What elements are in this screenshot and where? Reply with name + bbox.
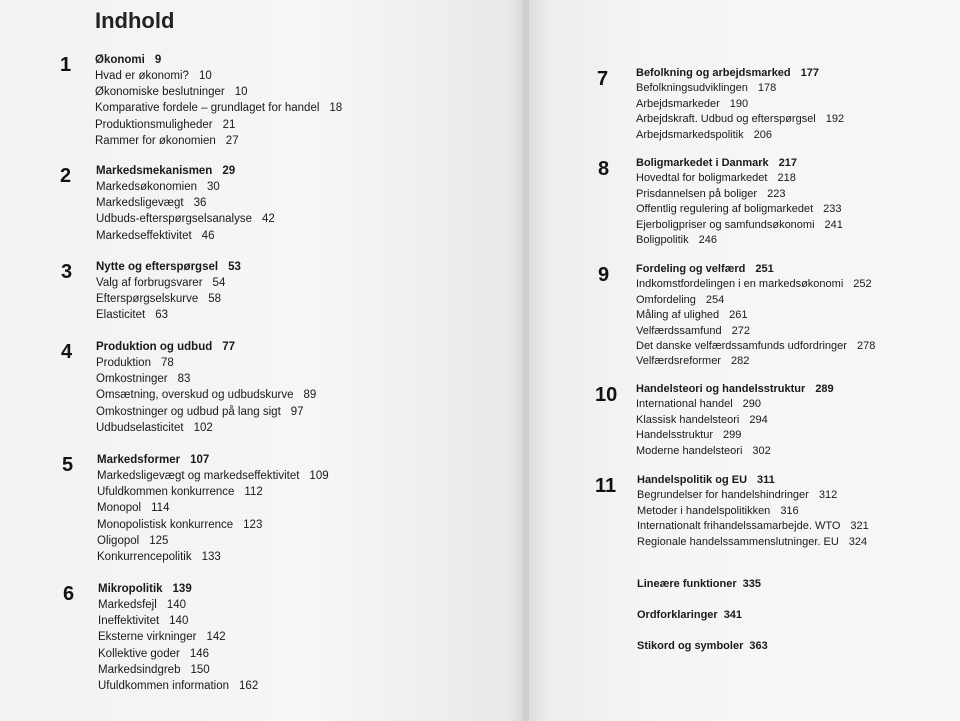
chapter-entries — [96, 339, 316, 436]
entry-page-number: 42 — [261, 213, 275, 226]
entry-title: Ufuldkommen information — [98, 680, 230, 693]
toc-entry[interactable] — [97, 484, 329, 500]
entry-page-number: 312 — [818, 489, 838, 502]
toc-entry[interactable] — [97, 533, 329, 549]
entry-title: Indkomstfordelingen i en markedsøkonomi — [636, 278, 844, 291]
entry-page-number: 206 — [753, 128, 772, 141]
chapter-page-number: 77 — [222, 341, 236, 353]
toc-entry[interactable] — [636, 233, 843, 248]
chapter-number: 10 — [595, 384, 618, 406]
entry-page-number: 21 — [222, 118, 236, 131]
chapter-heading[interactable] — [636, 156, 843, 171]
toc-entry[interactable] — [98, 629, 258, 645]
toc-entry[interactable] — [96, 307, 241, 323]
entry-title: Produktion — [96, 357, 151, 369]
entry-title: Udbuds-efterspørgselsanalyse — [96, 213, 252, 226]
entry-page-number: 254 — [705, 293, 725, 306]
entry-page-number: 63 — [155, 309, 169, 322]
toc-entry[interactable] — [96, 211, 275, 227]
chapter-heading[interactable] — [637, 473, 869, 488]
chapter-title: Markedsformer — [97, 454, 181, 466]
entry-title: Valg af forbrugsvarer — [96, 277, 203, 289]
entry-title: Regionale handelssammenslutninger. EU — [637, 535, 839, 548]
toc-entry[interactable] — [96, 179, 275, 195]
toc-entry[interactable] — [636, 128, 844, 143]
entry-title: Omkostninger og udbud på lang sigt — [96, 405, 281, 418]
entry-title: Prisdannelsen på boliger — [636, 187, 758, 200]
toc-entry[interactable] — [636, 218, 843, 233]
entry-title: Efterspørgselskurve — [96, 293, 199, 306]
entry-page-number: 150 — [190, 663, 210, 676]
entry-title: Ejerboligpriser og samfundsøkonomi — [636, 218, 815, 231]
chapter-heading[interactable] — [98, 581, 258, 597]
entry-title: Rammer for økonomien — [95, 134, 216, 147]
chapter-number: 6 — [63, 583, 75, 605]
toc-entry[interactable] — [98, 597, 258, 613]
entry-title: Markedseffektivitet — [96, 229, 192, 242]
entry-page-number: 46 — [201, 229, 215, 242]
entry-title: Handelsstruktur — [636, 429, 714, 442]
chapter-title: Handelspolitik og EU — [637, 474, 748, 486]
entry-title: Kollektive goder — [98, 647, 180, 660]
entry-page-number: 146 — [189, 647, 210, 660]
entry-title: Velfærdsreformer — [636, 355, 721, 368]
entry-page-number: 140 — [166, 599, 186, 611]
appendix-page-number: 363 — [749, 640, 768, 652]
entry-title: Eksterne virkninger — [98, 631, 197, 644]
entry-page-number: 192 — [825, 113, 845, 126]
toc-entry[interactable] — [636, 97, 844, 112]
chapter-number: 9 — [598, 264, 610, 286]
entry-page-number: 114 — [151, 502, 170, 515]
entry-title: Udbudselasticitet — [96, 421, 184, 434]
toc-entry[interactable] — [97, 468, 329, 484]
toc-entry[interactable] — [636, 444, 834, 459]
entry-page-number: 278 — [856, 340, 876, 353]
entry-page-number: 246 — [698, 234, 717, 247]
entry-title: Markedsfejl — [98, 599, 157, 611]
entry-title: Klassisk handelsteori — [636, 413, 740, 426]
toc-entry[interactable] — [98, 678, 258, 694]
entry-title: Ufuldkommen konkurrence — [97, 486, 235, 499]
entry-title: Markedsindgreb — [98, 663, 181, 676]
entry-page-number: 218 — [777, 172, 796, 185]
entry-title: Det danske velfærdssamfunds udfordringer — [636, 340, 847, 353]
appendix-title: Lineære funktioner — [637, 578, 737, 590]
entry-title: Komparative fordele – grundlaget for handel — [95, 102, 320, 115]
toc-entry[interactable] — [636, 397, 834, 412]
toc-entry[interactable] — [95, 84, 342, 100]
entry-page-number: 223 — [767, 187, 786, 200]
toc-entry[interactable] — [98, 646, 258, 662]
chapter-number: 8 — [598, 158, 610, 180]
entry-page-number: 252 — [853, 278, 872, 291]
toc-entry[interactable] — [98, 662, 258, 678]
chapter-title: Nytte og efterspørgsel — [96, 261, 219, 273]
entry-page-number: 58 — [208, 293, 222, 306]
toc-entry[interactable] — [95, 133, 342, 149]
entry-page-number: 10 — [234, 86, 248, 99]
entry-page-number: 178 — [757, 82, 777, 95]
entry-title: Ineffektivitet — [98, 615, 160, 628]
entry-title: Oligopol — [97, 534, 140, 547]
chapter-number: 3 — [61, 261, 73, 283]
entry-title: Hvad er økonomi? — [95, 70, 189, 82]
entry-page-number: 261 — [729, 309, 748, 322]
entry-page-number: 54 — [212, 277, 226, 289]
entry-page-number: 241 — [824, 218, 843, 231]
entry-page-number: 30 — [206, 181, 220, 193]
chapter-number: 7 — [597, 68, 609, 90]
page-title: Indhold — [95, 8, 175, 33]
toc-entry[interactable] — [96, 291, 241, 307]
entry-title: Måling af ulighed — [636, 309, 720, 322]
chapter-page-number: 311 — [757, 474, 775, 486]
chapter-page-number: 139 — [172, 583, 192, 595]
toc-entry[interactable] — [96, 355, 316, 371]
chapter-page-number: 177 — [800, 67, 820, 79]
toc-entry[interactable] — [637, 488, 869, 503]
entry-title: International handel — [636, 398, 733, 411]
entry-title: Markedsøkonomien — [96, 181, 197, 193]
entry-page-number: 78 — [160, 357, 174, 369]
chapter-title: Markedsmekanismen — [96, 165, 213, 177]
entry-title: Monopol — [97, 502, 142, 515]
entry-title: Markedsligevægt og markedseffektivitet — [97, 470, 300, 482]
entry-title: Offentlig regulering af boligmarkedet — [636, 203, 814, 216]
chapter-entries — [96, 259, 241, 324]
chapter-page-number: 9 — [154, 54, 162, 66]
entry-page-number: 282 — [730, 355, 750, 368]
entry-title: Produktionsmuligheder — [95, 118, 213, 131]
appendix-entry[interactable] — [637, 609, 742, 621]
chapter-title: Befolkning og arbejdsmarked — [636, 67, 791, 79]
toc-entry[interactable] — [637, 519, 869, 534]
entry-page-number: 123 — [243, 518, 263, 531]
toc-entry[interactable] — [636, 293, 875, 308]
toc-entry[interactable] — [95, 68, 342, 84]
chapter-entries — [637, 473, 869, 550]
entry-page-number: 140 — [169, 615, 189, 628]
entry-title: Metoder i handelspolitikken — [637, 504, 771, 517]
entry-page-number: 133 — [201, 551, 221, 564]
entry-page-number: 324 — [848, 535, 868, 548]
entry-title: Markedsligevægt — [96, 197, 184, 210]
entry-title: Hovedtal for boligmarkedet — [636, 172, 768, 185]
appendix-page-number: 341 — [723, 609, 743, 621]
toc-entry[interactable] — [636, 202, 843, 217]
chapter-page-number: 251 — [755, 263, 774, 275]
entry-title: Begrundelser for handelshindringer — [637, 489, 809, 502]
entry-page-number: 89 — [303, 389, 317, 402]
chapter-heading[interactable] — [95, 52, 342, 68]
toc-entry[interactable] — [636, 428, 834, 443]
chapter-page-number: 53 — [228, 261, 241, 273]
entry-title: Monopolistisk konkurrence — [97, 518, 234, 531]
toc-entry[interactable] — [636, 354, 875, 369]
entry-page-number: 27 — [225, 134, 239, 147]
entry-title: Boligpolitik — [636, 234, 689, 247]
entry-page-number: 83 — [177, 373, 191, 386]
toc-entry[interactable] — [96, 371, 316, 387]
entry-title: Omsætning, overskud og udbudskurve — [96, 389, 294, 402]
chapter-entries — [95, 52, 342, 149]
toc-entry[interactable] — [636, 81, 844, 96]
chapter-heading[interactable] — [96, 259, 241, 275]
entry-page-number: 294 — [749, 413, 768, 426]
entry-page-number: 102 — [193, 421, 213, 434]
entry-page-number: 299 — [723, 429, 742, 442]
toc-entry[interactable] — [637, 504, 869, 519]
toc-entry[interactable] — [636, 112, 844, 127]
toc-entry[interactable] — [636, 187, 843, 202]
entry-page-number: 290 — [742, 398, 761, 411]
toc-entry[interactable] — [636, 413, 834, 428]
chapter-entries — [636, 262, 875, 370]
toc-entry[interactable] — [97, 517, 329, 533]
toc-entry[interactable] — [636, 324, 875, 339]
chapter-entries — [636, 66, 844, 143]
toc-entry[interactable] — [636, 171, 843, 186]
toc-entry[interactable] — [96, 275, 241, 291]
entry-page-number: 302 — [752, 444, 771, 457]
entry-title: Arbejdsmarkeder — [636, 97, 720, 110]
chapter-title: Produktion og udbud — [96, 341, 213, 353]
appendix-title: Ordforklaringer — [637, 609, 718, 621]
entry-title: Arbejdsmarkedspolitik — [636, 128, 744, 141]
chapter-number: 11 — [595, 475, 617, 497]
chapter-number: 5 — [62, 454, 74, 476]
chapter-page-number: 289 — [815, 383, 834, 395]
toc-entry[interactable] — [636, 277, 875, 292]
toc-entry[interactable] — [636, 308, 875, 323]
chapter-title: Mikropolitik — [98, 583, 163, 595]
chapter-title: Handelsteori og handelsstruktur — [636, 383, 806, 395]
entry-page-number: 112 — [244, 486, 263, 499]
entry-page-number: 316 — [780, 504, 799, 517]
chapter-title: Fordeling og velfærd — [636, 263, 746, 275]
toc-entry[interactable] — [95, 117, 342, 133]
chapter-heading[interactable] — [636, 382, 834, 397]
appendix-entry[interactable] — [637, 578, 761, 590]
toc-entry[interactable] — [98, 613, 258, 629]
toc-entry[interactable] — [97, 549, 329, 565]
entry-page-number: 36 — [193, 197, 207, 210]
chapter-entries — [636, 382, 834, 459]
toc-entry[interactable] — [636, 339, 875, 354]
chapter-number: 2 — [60, 165, 72, 187]
toc-entry[interactable] — [97, 500, 329, 516]
chapter-entries — [98, 581, 258, 694]
entry-page-number: 125 — [149, 534, 169, 547]
entry-page-number: 190 — [729, 97, 749, 110]
chapter-page-number: 29 — [222, 165, 236, 177]
chapter-entries — [636, 156, 843, 248]
toc-entry[interactable] — [96, 387, 316, 403]
chapter-title: Boligmarkedet i Danmark — [636, 157, 769, 169]
entry-page-number: 162 — [239, 680, 259, 693]
chapter-page-number: 107 — [190, 454, 210, 466]
entry-title: Arbejdskraft. Udbud og efterspørgsel — [636, 113, 816, 126]
chapter-heading[interactable] — [96, 163, 275, 179]
appendix-title: Stikord og symboler — [637, 640, 744, 652]
chapter-heading[interactable] — [96, 339, 316, 355]
chapter-title: Økonomi — [95, 54, 145, 66]
entry-title: Omfordeling — [636, 293, 696, 306]
appendix-entry[interactable] — [637, 640, 768, 652]
toc-entry[interactable] — [96, 404, 316, 420]
entry-page-number: 321 — [850, 520, 869, 533]
entry-title: Økonomiske beslutninger — [95, 86, 225, 99]
toc-entry[interactable] — [96, 228, 275, 244]
entry-title: Moderne handelsteori — [636, 444, 743, 457]
toc-entry[interactable] — [96, 195, 275, 211]
book-spine — [523, 0, 529, 721]
chapter-heading[interactable] — [636, 66, 844, 81]
entry-title: Velfærdssamfund — [636, 324, 722, 337]
entry-page-number: 109 — [309, 470, 329, 482]
toc-entry[interactable] — [96, 420, 316, 436]
toc-entry[interactable] — [95, 100, 342, 116]
entry-page-number: 272 — [731, 324, 750, 337]
chapter-number: 4 — [61, 341, 73, 363]
chapter-heading[interactable] — [97, 452, 329, 468]
entry-title: Befolkningsudviklingen — [636, 82, 748, 95]
entry-title: Elasticitet — [96, 309, 146, 322]
entry-title: Internationalt frihandelssamarbejde. WTO — [637, 520, 841, 533]
entry-page-number: 142 — [206, 631, 226, 644]
chapter-heading[interactable] — [636, 262, 875, 277]
entry-title: Konkurrencepolitik — [97, 551, 192, 564]
entry-page-number: 18 — [329, 102, 343, 115]
chapter-entries — [97, 452, 329, 565]
appendix-page-number: 335 — [742, 578, 761, 590]
entry-title: Omkostninger — [96, 373, 168, 386]
entry-page-number: 233 — [823, 203, 842, 216]
chapter-number: 1 — [60, 54, 72, 76]
chapter-entries — [96, 163, 275, 244]
toc-entry[interactable] — [637, 535, 869, 550]
chapter-page-number: 217 — [778, 157, 798, 169]
entry-page-number: 10 — [198, 70, 212, 82]
entry-page-number: 97 — [290, 405, 304, 418]
